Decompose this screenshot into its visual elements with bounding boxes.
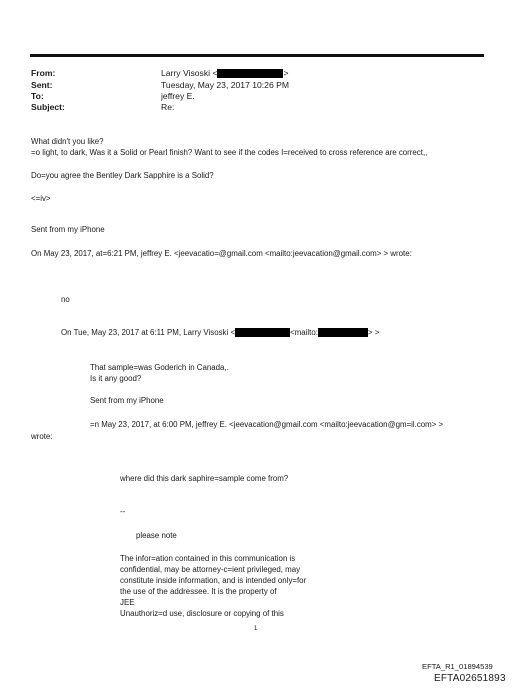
- sent-value: Tuesday, May 23, 2017 10:26 PM: [161, 80, 290, 90]
- to-value: jeffrey E.: [161, 91, 195, 101]
- body-line: Do=you agree the Bentley Dark Sapphire is a Solid?: [31, 171, 214, 180]
- from-label: From:: [31, 68, 56, 78]
- redaction-bar: [217, 69, 283, 78]
- body-line: Is it any good?: [90, 374, 142, 383]
- footer-efta-id: EFTA02651893: [434, 673, 506, 684]
- subject-label: Subject:: [31, 102, 65, 112]
- page-number: 1: [254, 626, 258, 632]
- header-rule: [30, 54, 484, 57]
- body-line-quoted-header: [61, 328, 379, 337]
- body-line: Sent from my iPhone: [90, 396, 164, 405]
- body-line: =n May 23, 2017, at 6:00 PM, jeffrey E. <jeevacation@gmail.com <mailto:jeevacation@gm=il.com> >: [90, 420, 444, 429]
- disclaimer-line: The infor=ation contained in this communication is: [120, 554, 296, 563]
- disclaimer-line: Unauthoriz=d use, disclosure or copying of this: [120, 609, 284, 618]
- quoted-header-text: On Tue, May 23, 2017 at 6:11 PM, Larry Visoski <: [61, 328, 236, 337]
- disclaimer-line: the use of the addressee. It is the property of: [120, 587, 277, 596]
- sent-label: Sent:: [31, 80, 53, 90]
- subject-value: Re:: [161, 102, 175, 112]
- body-line: Sent from my iPhone: [31, 225, 105, 234]
- body-line: please note: [136, 531, 177, 540]
- body-line: =o light, to dark, Was it a Solid or Pearl finish? Want to see if the codes I=received to cross reference are correct,,: [31, 148, 428, 157]
- footer-bates-id: EFTA_R1_01894539: [422, 662, 493, 671]
- disclaimer-block: [120, 553, 306, 619]
- body-line: What didn't you like?: [31, 137, 104, 146]
- body-line: wrote:: [31, 432, 53, 441]
- quoted-header-suffix: > >: [367, 328, 380, 337]
- body-line: --: [120, 507, 126, 516]
- from-value: [161, 68, 288, 78]
- body-line: That sample=was Goderich in Canada,.: [90, 363, 229, 372]
- body-line: no: [61, 295, 70, 304]
- body-line: where did this dark saphire=sample come from?: [120, 474, 289, 483]
- disclaimer-line: constitute inside information, and is intended only=for: [120, 576, 307, 585]
- disclaimer-line: confidential, may be attorney-c=ient privileged, may: [120, 565, 301, 574]
- mailto-text: <mailto:: [290, 328, 318, 337]
- to-label: To:: [31, 91, 44, 101]
- disclaimer-line: JEE: [120, 598, 135, 607]
- redaction-bar: [318, 328, 368, 337]
- body-line: On May 23, 2017, at=6:21 PM, jeffrey E. <jeevacatio=@gmail.com <mailto:jeevacation@gmail.com> > wrote:: [31, 249, 412, 258]
- redaction-bar: [235, 328, 290, 337]
- from-name: Larry Visoski <: [161, 68, 218, 78]
- body-line: <=iv>: [31, 194, 51, 203]
- from-suffix: >: [283, 68, 289, 78]
